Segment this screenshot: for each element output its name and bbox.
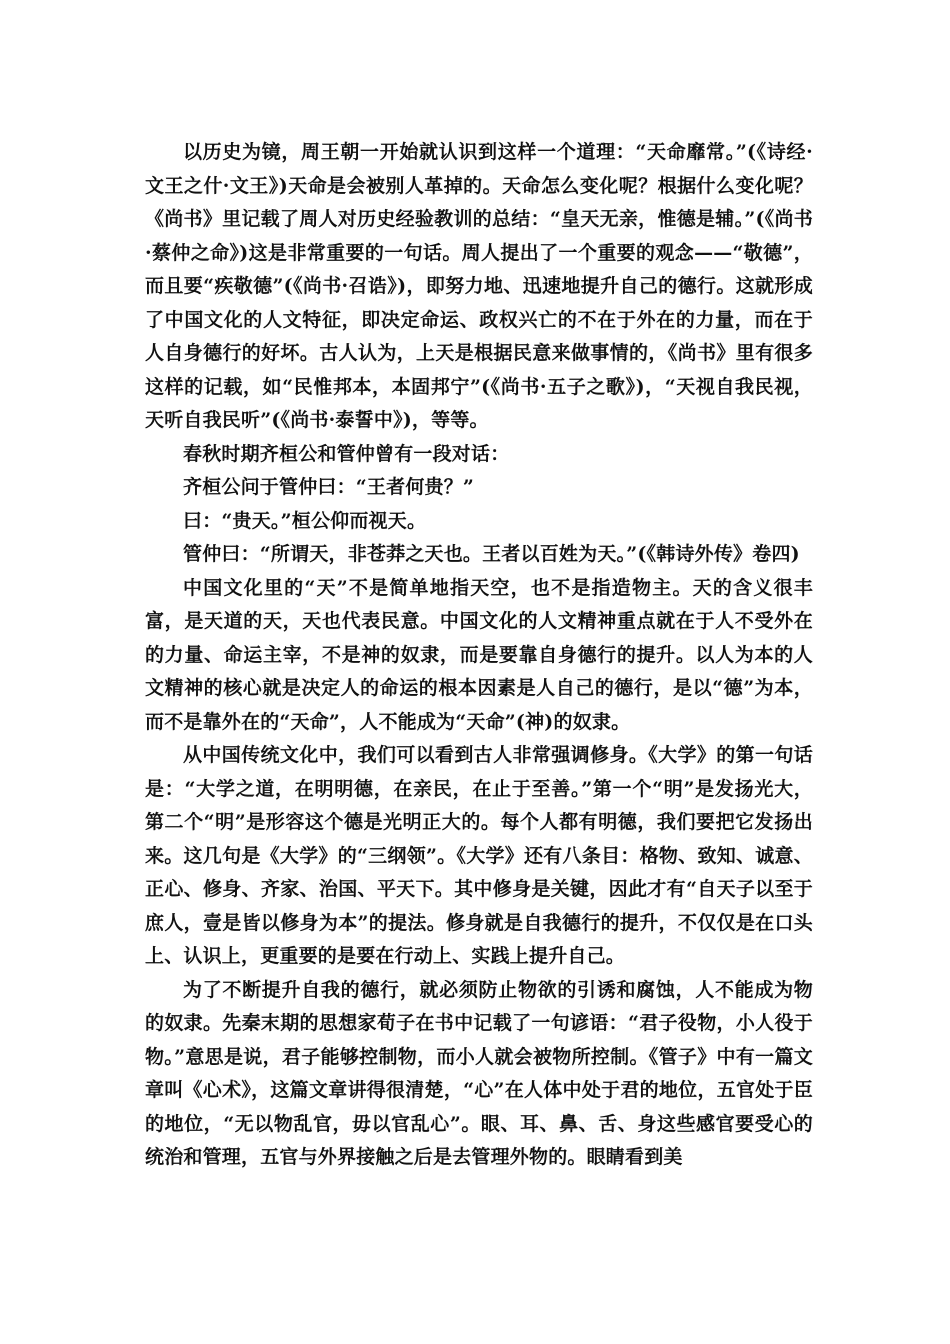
paragraph-material-desire: 为了不断提升自我的德行，就必须防止物欲的引诱和腐蚀，人不能成为物的奴隶。先秦末期的思想家荀子在书中记载了一句谚语：“君子役物，小人役于物。”意思是说，君子能够控制物，而小人就会被物所控制。《管子》中有一篇文章叫《心术》，这篇文章讲得很清楚，“心”在人体中处于君的地位，五官处于臣的地位，“无以物乱官，毋以官乱心”。眼、耳、鼻、舌、身这些感官要受心的统治和管理，五官与外界接触之后是去管理外物的。眼睛看到美 — [145, 978, 813, 1168]
paragraph-dialogue-intro: 春秋时期齐桓公和管仲曾有一段对话： — [183, 442, 510, 465]
paragraph-dialogue-guanzhong: 管仲曰：“所谓天，非苍莽之天也。王者以百姓为天。”(《韩诗外传》卷四) — [183, 543, 800, 565]
paragraph-meaning-of-heaven: 中国文化里的“天”不是简单地指天空，也不是指造物主。天的含义很丰富，是天道的天，天也代表民意。中国文化的人文精神重点就在于人不受外在的力量、命运主宰，不是神的奴隶，而是要靠自身德行的提升。以人为本的人文精神的核心就是决定人的命运的根本因素是人自己的德行，是以“德”为本，而不是靠外在的“天命”，人不能成为“天命”(神)的奴隶。 — [145, 576, 813, 733]
paragraph-self-cultivation: 从中国传统文化中，我们可以看到古人非常强调修身。《大学》的第一句话是：“大学之道，在明明德，在亲民，在止于至善。”第一个“明”是发扬光大，第二个“明”是形容这个德是光明正大的。每个人都有明德，我们要把它发扬出来。这几句是《大学》的“三纲领”。《大学》还有八条目：格物、致知、诚意、正心、修身、齐家、治国、平天下。其中修身是关键，因此才有“自天子以至于庶人，壹是皆以修身为本”的提法。修身就是自我德行的提升，不仅仅是在口头上、认识上，更重要的是要在行动上、实践上提升自己。 — [145, 744, 813, 967]
paragraph-mandate-of-heaven: 以历史为镜，周王朝一开始就认识到这样一个道理：“天命靡常。”(《诗经·文王之什·文王》)天命是会被别人革掉的。天命怎么变化呢？根据什么变化呢？《尚书》里记载了周人对历史经验教训的总结：“皇天无亲，惟德是辅。”(《尚书·蔡仲之命》)这是非常重要的一句话。周人提出了一个重要的观念——“敬德”，而且要“疾敬德”(《尚书·召诰》)，即努力地、迅速地提升自己的德行。这就形成了中国文化的人文特征，即决定命运、政权兴亡的不在于外在的力量，而在于人自身德行的好坏。古人认为，上天是根据民意来做事情的，《尚书》里有很多这样的记载，如“民惟邦本，本固邦宁”(《尚书·五子之歌》)，“天视自我民视，天听自我民听”(《尚书·泰誓中》)，等等。 — [145, 141, 813, 431]
document-body — [145, 136, 813, 1175]
paragraph-dialogue-question: 齐桓公问于管仲曰：“王者何贵？” — [183, 476, 475, 498]
paragraph-dialogue-answer: 曰：“贵天。”桓公仰而视天。 — [183, 509, 427, 532]
